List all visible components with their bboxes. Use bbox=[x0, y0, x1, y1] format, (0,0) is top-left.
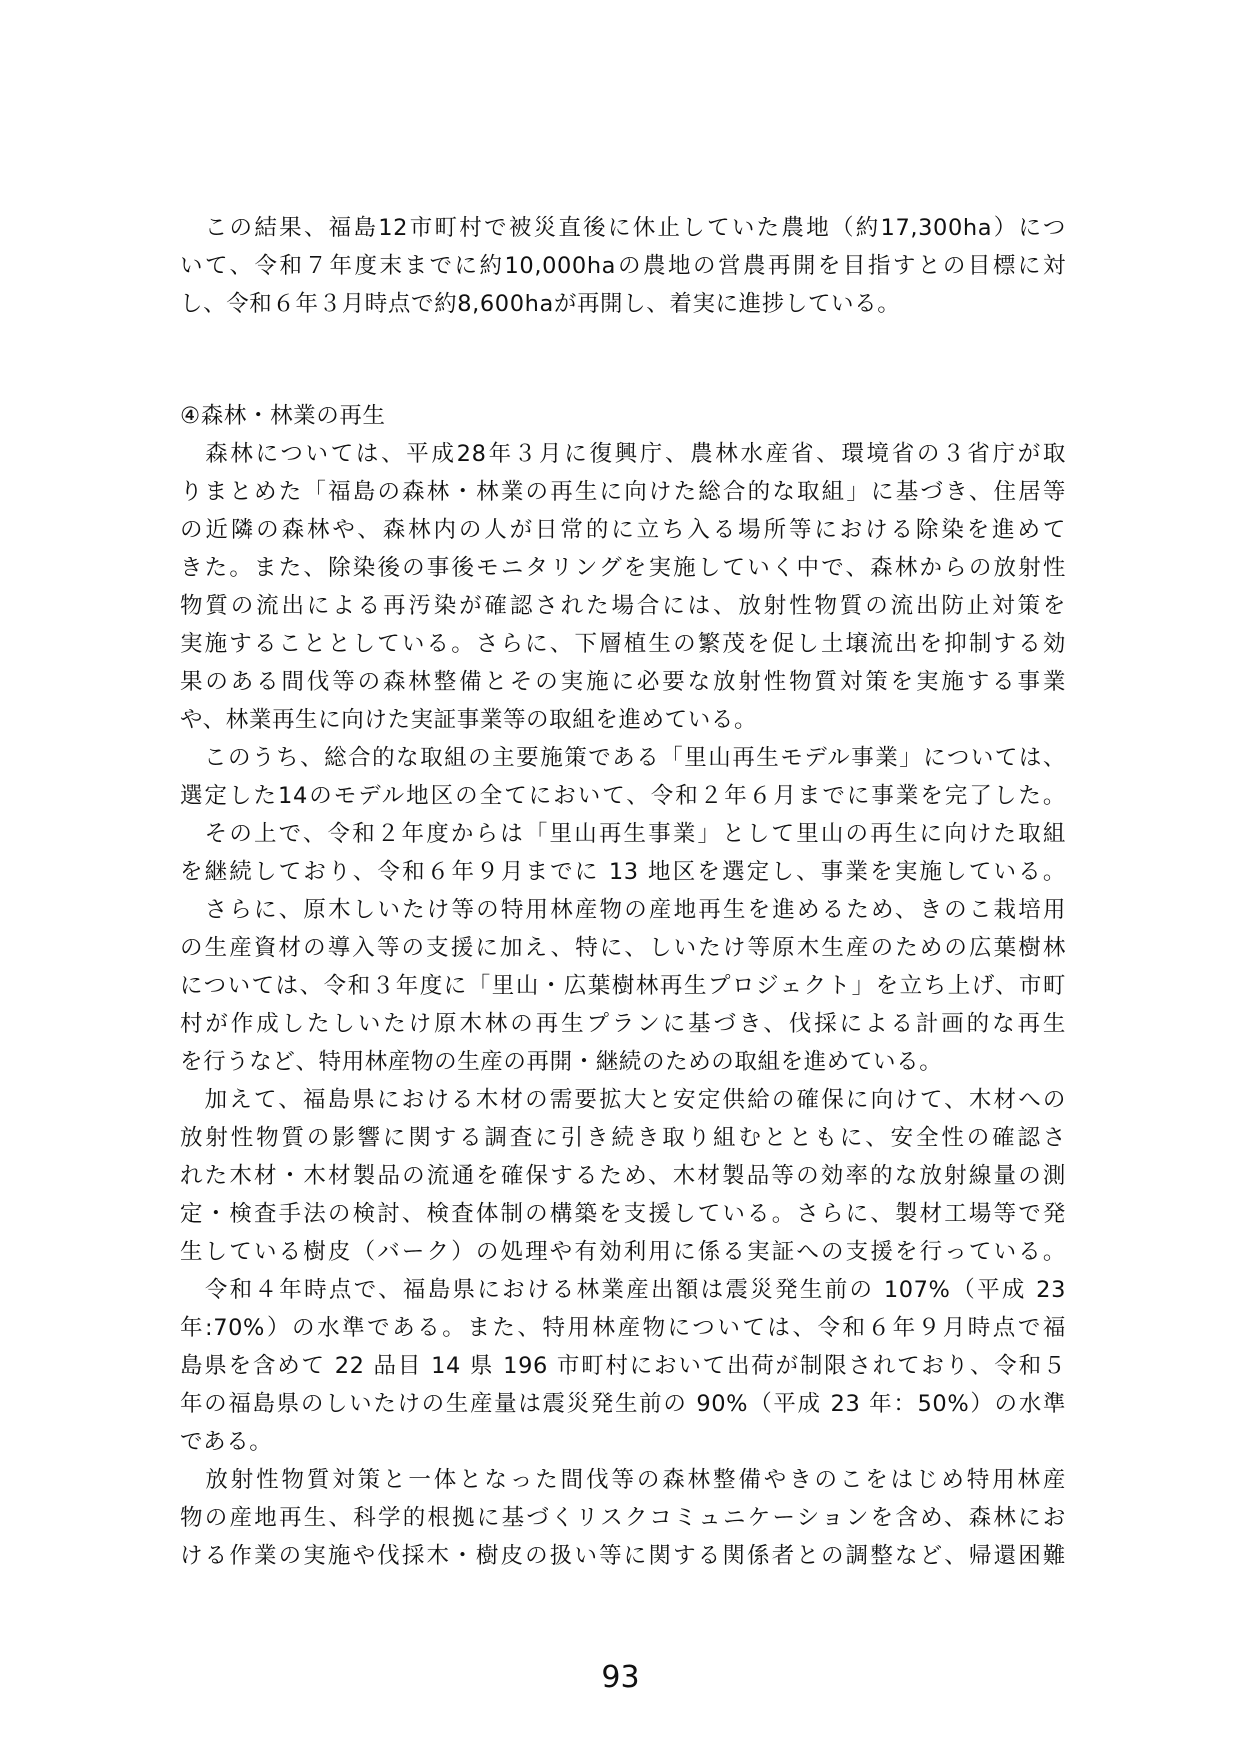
section-body bbox=[180, 435, 1066, 1575]
text-line: 年:70%）の水準である。また、特用林産物については、令和６年９月時点で福 bbox=[180, 1315, 1066, 1341]
text-line: 森林については、平成28年３月に復興庁、農林水産省、環境省の３省庁が取 bbox=[180, 441, 1066, 467]
text-line: の近隣の森林や、森林内の人が日常的に立ち入る場所等における除染を進めて bbox=[180, 517, 1066, 543]
text-line: このうち、総合的な取組の主要施策である「里山再生モデル事業」については、 bbox=[180, 745, 1066, 771]
text-line: 果のある間伐等の森林整備とその実施に必要な放射性物質対策を実施する事業 bbox=[180, 669, 1066, 695]
text-line: 物の産地再生、科学的根拠に基づくリスクコミュニケーションを含め、森林にお bbox=[180, 1505, 1066, 1531]
text-line: れた木材・木材製品の流通を確保するため、木材製品等の効率的な放射線量の測 bbox=[180, 1163, 1066, 1189]
text-line: を継続しており、令和６年９月までに 13 地区を選定し、事業を実施している。 bbox=[180, 859, 1066, 885]
text-line: 定・検査手法の検討、検査体制の構築を支援している。さらに、製材工場等で発 bbox=[180, 1201, 1066, 1227]
text-line: 生している樹皮（バーク）の処理や有効利用に係る実証への支援を行っている。 bbox=[180, 1239, 1066, 1265]
text-line: し、令和６年３月時点で約8,600haが再開し、着実に進捗している。 bbox=[180, 291, 901, 317]
text-line: 令和４年時点で、福島県における林業産出額は震災発生前の 107%（平成 23 bbox=[180, 1277, 1066, 1303]
section-heading: ④森林・林業の再生 bbox=[180, 403, 386, 429]
text-line: この結果、福島12市町村で被災直後に休止していた農地（約17,300ha）につ bbox=[180, 215, 1066, 241]
text-line: 放射性物質対策と一体となった間伐等の森林整備やきのこをはじめ特用林産 bbox=[180, 1467, 1066, 1493]
text-line: ける作業の実施や伐採木・樹皮の扱い等に関する関係者との調整など、帰還困難 bbox=[180, 1543, 1066, 1569]
text-line: いて、令和７年度末までに約10,000haの農地の営農再開を目指すとの目標に対 bbox=[180, 253, 1066, 279]
text-line: の生産資材の導入等の支援に加え、特に、しいたけ等原木生産のための広葉樹林 bbox=[180, 935, 1066, 961]
text-line: その上で、令和２年度からは「里山再生事業」として里山の再生に向けた取組 bbox=[180, 821, 1066, 847]
text-line: りまとめた「福島の森林・林業の再生に向けた総合的な取組」に基づき、住居等 bbox=[180, 479, 1066, 505]
text-line: 島県を含めて 22 品目 14 県 196 市町村において出荷が制限されており、令和５ bbox=[180, 1353, 1066, 1379]
text-line: 選定した14のモデル地区の全てにおいて、令和２年６月までに事業を完了した。 bbox=[180, 783, 1066, 809]
text-line: 物質の流出による再汚染が確認された場合には、放射性物質の流出防止対策を bbox=[180, 593, 1066, 619]
intro-paragraph bbox=[180, 209, 1066, 323]
text-line: 放射性物質の影響に関する調査に引き続き取り組むとともに、安全性の確認さ bbox=[180, 1125, 1066, 1151]
text-line: や、林業再生に向けた実証事業等の取組を進めている。 bbox=[180, 707, 758, 733]
text-line: については、令和３年度に「里山・広葉樹林再生プロジェクト」を立ち上げ、市町 bbox=[180, 973, 1066, 999]
text-line: を行うなど、特用林産物の生産の再開・継続のための取組を進めている。 bbox=[180, 1049, 943, 1075]
text-line: 実施することとしている。さらに、下層植生の繁茂を促し土壌流出を抑制する効 bbox=[180, 631, 1066, 657]
text-line: 年の福島県のしいたけの生産量は震災発生前の 90%（平成 23 年：50%）の水準 bbox=[180, 1391, 1066, 1417]
text-line: 村が作成したしいたけ原木林の再生プランに基づき、伐採による計画的な再生 bbox=[180, 1011, 1066, 1037]
text-line: きた。また、除染後の事後モニタリングを実施していく中で、森林からの放射性 bbox=[180, 555, 1066, 581]
text-line: 加えて、福島県における木材の需要拡大と安定供給の確保に向けて、木材への bbox=[180, 1087, 1066, 1113]
text-line: さらに、原木しいたけ等の特用林産物の産地再生を進めるため、きのこ栽培用 bbox=[180, 897, 1066, 923]
text-line: である。 bbox=[180, 1429, 273, 1455]
page-number: 93 bbox=[601, 1660, 640, 1695]
